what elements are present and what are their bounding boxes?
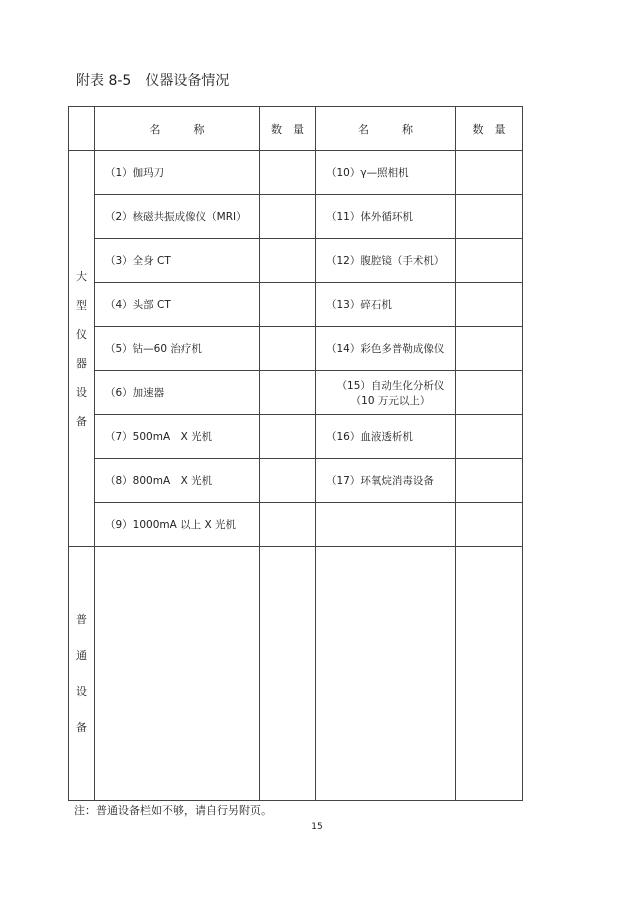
group-label-common xyxy=(69,547,95,801)
equipment-name: （17）环氧烷消毒设备 xyxy=(316,459,456,503)
quantity-cell[interactable] xyxy=(456,547,523,801)
header-qty: 数 量 xyxy=(456,107,523,151)
equipment-name: （3）全身 CT xyxy=(95,239,260,283)
group-char: 器 xyxy=(76,356,87,370)
table-row xyxy=(69,459,523,503)
quantity-cell[interactable] xyxy=(456,195,523,239)
quantity-cell[interactable] xyxy=(260,195,316,239)
table-row xyxy=(69,503,523,547)
table-row xyxy=(69,415,523,459)
common-equipment-row xyxy=(69,547,523,801)
quantity-cell[interactable] xyxy=(260,503,316,547)
quantity-cell[interactable] xyxy=(260,415,316,459)
equipment-name: （2）核磁共振成像仪（MRI） xyxy=(95,195,260,239)
quantity-cell[interactable] xyxy=(260,327,316,371)
header-name: 名 称 xyxy=(95,107,260,151)
equipment-name-cell[interactable] xyxy=(95,547,260,801)
equipment-name: （11）体外循环机 xyxy=(316,195,456,239)
equipment-name: （5）钴—60 治疗机 xyxy=(95,327,260,371)
equipment-name: （6）加速器 xyxy=(95,371,260,415)
equipment-name: （7）500mA X 光机 xyxy=(95,415,260,459)
equipment-name: （15）自动生化分析仪（10 万元以上） xyxy=(316,371,456,415)
table-row xyxy=(69,283,523,327)
quantity-cell[interactable] xyxy=(260,283,316,327)
equipment-name: （4）头部 CT xyxy=(95,283,260,327)
quantity-cell[interactable] xyxy=(260,151,316,195)
equipment-name: （10）γ—照相机 xyxy=(316,151,456,195)
quantity-cell[interactable] xyxy=(260,459,316,503)
footnote: 注：普通设备栏如不够，请自行另附页。 xyxy=(74,804,272,817)
equipment-name: （9）1000mA 以上 X 光机 xyxy=(95,503,260,547)
equipment-name xyxy=(316,503,456,547)
equipment-name-cell[interactable] xyxy=(316,547,456,801)
header-blank xyxy=(69,107,95,151)
table-row xyxy=(69,327,523,371)
group-label-large xyxy=(69,151,95,547)
quantity-cell[interactable] xyxy=(260,239,316,283)
equipment-name: （16）血液透析机 xyxy=(316,415,456,459)
quantity-cell[interactable] xyxy=(456,239,523,283)
group-char: 大 xyxy=(76,269,87,283)
group-char: 通 xyxy=(76,648,87,662)
group-char: 备 xyxy=(76,414,87,428)
equipment-name: （14）彩色多普勒成像仪 xyxy=(316,327,456,371)
table-row xyxy=(69,151,523,195)
quantity-cell[interactable] xyxy=(456,371,523,415)
quantity-cell[interactable] xyxy=(456,503,523,547)
quantity-cell[interactable] xyxy=(456,459,523,503)
table-row xyxy=(69,371,523,415)
header-row xyxy=(69,107,523,151)
table-title: 附表 8-5 仪器设备情况 xyxy=(76,73,230,89)
quantity-cell[interactable] xyxy=(456,327,523,371)
quantity-cell[interactable] xyxy=(260,547,316,801)
group-char: 备 xyxy=(76,720,87,734)
table-row xyxy=(69,239,523,283)
equipment-name: （13）碎石机 xyxy=(316,283,456,327)
quantity-cell[interactable] xyxy=(260,371,316,415)
header-name: 名 称 xyxy=(316,107,456,151)
quantity-cell[interactable] xyxy=(456,283,523,327)
equipment-name: （8）800mA X 光机 xyxy=(95,459,260,503)
equipment-name: （12）腹腔镜（手术机） xyxy=(316,239,456,283)
group-char: 普 xyxy=(76,612,87,626)
group-char: 设 xyxy=(76,385,87,399)
header-qty: 数 量 xyxy=(260,107,316,151)
quantity-cell[interactable] xyxy=(456,415,523,459)
group-char: 设 xyxy=(76,684,87,698)
equipment-name: （1）伽玛刀 xyxy=(95,151,260,195)
quantity-cell[interactable] xyxy=(456,151,523,195)
equipment-table xyxy=(68,106,523,801)
group-char: 型 xyxy=(76,298,87,312)
table-row xyxy=(69,195,523,239)
page-number: 15 xyxy=(311,822,323,832)
group-char: 仪 xyxy=(76,327,87,341)
